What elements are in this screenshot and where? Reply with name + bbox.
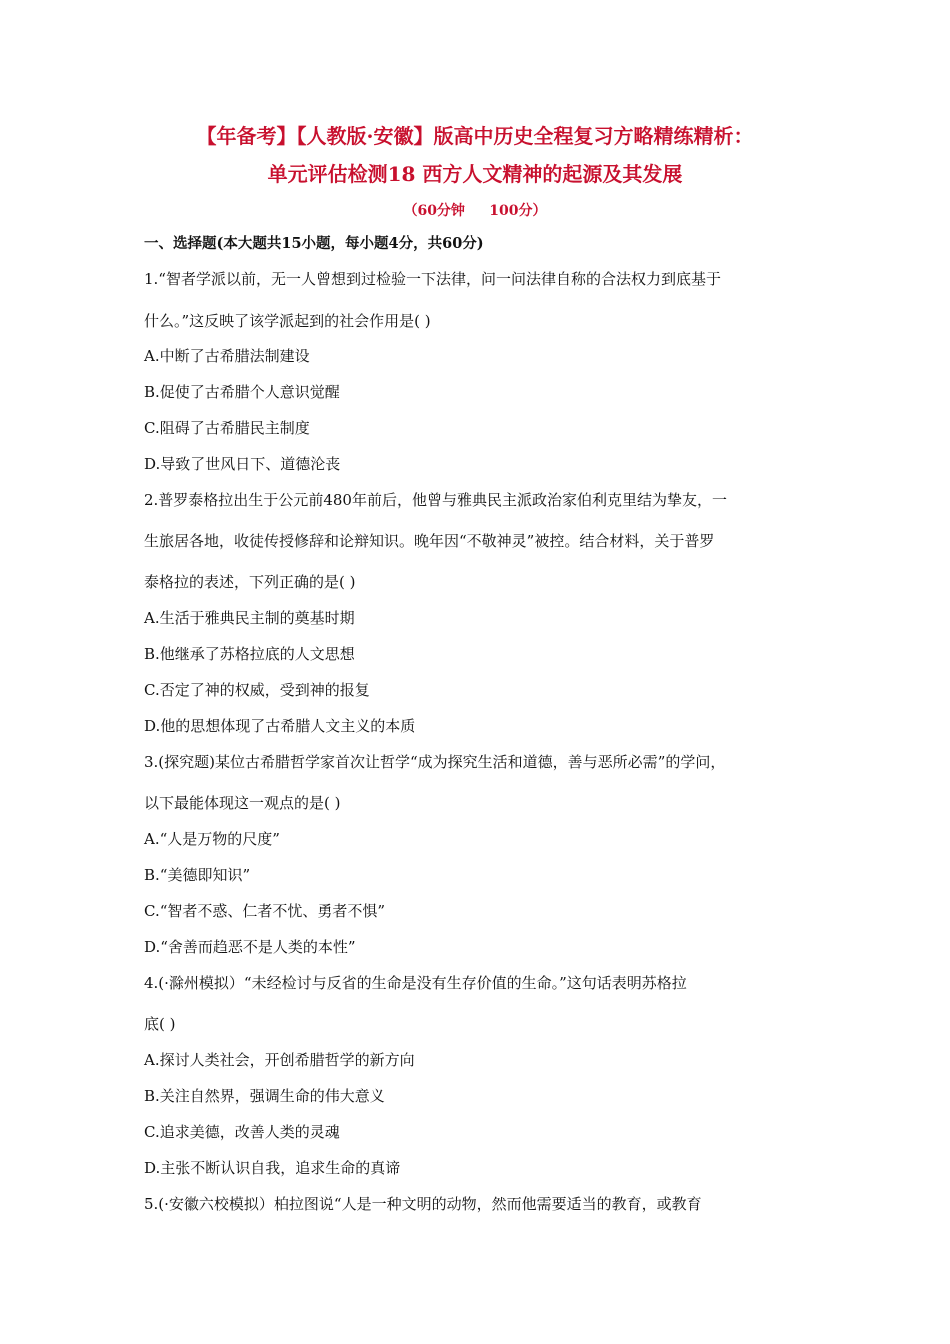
- question-1-stem-line-1: 1.“智者学派以前，无一人曾想到过检验一下法律，问一问法律自称的合法权力到底基于: [144, 270, 721, 288]
- question-4-option-d: D.主张不断认识自我，追求生命的真谛: [144, 1159, 401, 1177]
- question-3-option-a: A.“人是万物的尺度”: [144, 830, 280, 848]
- question-2-option-c: C.否定了神的权威，受到神的报复: [144, 681, 370, 699]
- question-2-option-d: D.他的思想体现了古希腊人文主义的本质: [144, 717, 416, 735]
- question-4-option-b: B.关注自然界，强调生命的伟大意义: [144, 1087, 385, 1105]
- question-3-option-b: B.“美德即知识”: [144, 866, 251, 884]
- question-2-stem-line-2: 生旅居各地，收徒传授修辞和论辩知识。晚年因“不敬神灵”被控。结合材料，关于普罗: [144, 532, 715, 550]
- question-2-stem-line-3: 泰格拉的表述，下列正确的是( ): [144, 573, 356, 591]
- document-title-line-2: 单元评估检测18 西方人文精神的起源及其发展: [267, 162, 683, 186]
- question-3-option-c: C.“智者不惑、仁者不忧、勇者不惧”: [144, 902, 386, 920]
- question-1-stem-line-2: 什么。”这反映了该学派起到的社会作用是( ): [144, 312, 431, 330]
- time-and-score: （60分钟 100分）: [403, 203, 547, 219]
- question-5-stem-line-1: 5.(·安徽六校模拟）柏拉图说“人是一种文明的动物，然而他需要适当的教育，或教育: [144, 1195, 702, 1213]
- question-2-stem-line-1: 2.普罗泰格拉出生于公元前480年前后，他曾与雅典民主派政治家伯利克里结为挚友，一: [144, 491, 727, 509]
- question-1-option-b: B.促使了古希腊个人意识觉醒: [144, 383, 340, 401]
- question-2-option-a: A.生活于雅典民主制的奠基时期: [144, 609, 355, 627]
- question-4-option-a: A.探讨人类社会，开创希腊哲学的新方向: [144, 1051, 415, 1069]
- question-1-option-a: A.中断了古希腊法制建设: [144, 347, 310, 365]
- question-1-option-d: D.导致了世风日下、道德沦丧: [144, 455, 341, 473]
- question-4-stem-line-2: 底( ): [144, 1015, 176, 1033]
- question-3-option-d: D.“舍善而趋恶不是人类的本性”: [144, 938, 356, 956]
- question-3-stem-line-2: 以下最能体现这一观点的是( ): [144, 794, 341, 812]
- question-4-option-c: C.追求美德，改善人类的灵魂: [144, 1123, 340, 1141]
- question-2-option-b: B.他继承了苏格拉底的人文思想: [144, 645, 355, 663]
- question-1-option-c: C.阻碍了古希腊民主制度: [144, 419, 310, 437]
- section-heading: 一、选择题(本大题共15小题，每小题4分，共60分): [144, 235, 484, 252]
- question-4-stem-line-1: 4.(·滁州模拟）“未经检讨与反省的生命是没有生存价值的生命。”这句话表明苏格拉: [144, 974, 687, 992]
- question-3-stem-line-1: 3.(探究题)某位古希腊哲学家首次让哲学“成为探究生活和道德，善与恶所必需”的学问，: [144, 753, 726, 771]
- document-title-line-1: 【年备考】【人教版·安徽】版高中历史全程复习方略精练精析：: [196, 124, 754, 148]
